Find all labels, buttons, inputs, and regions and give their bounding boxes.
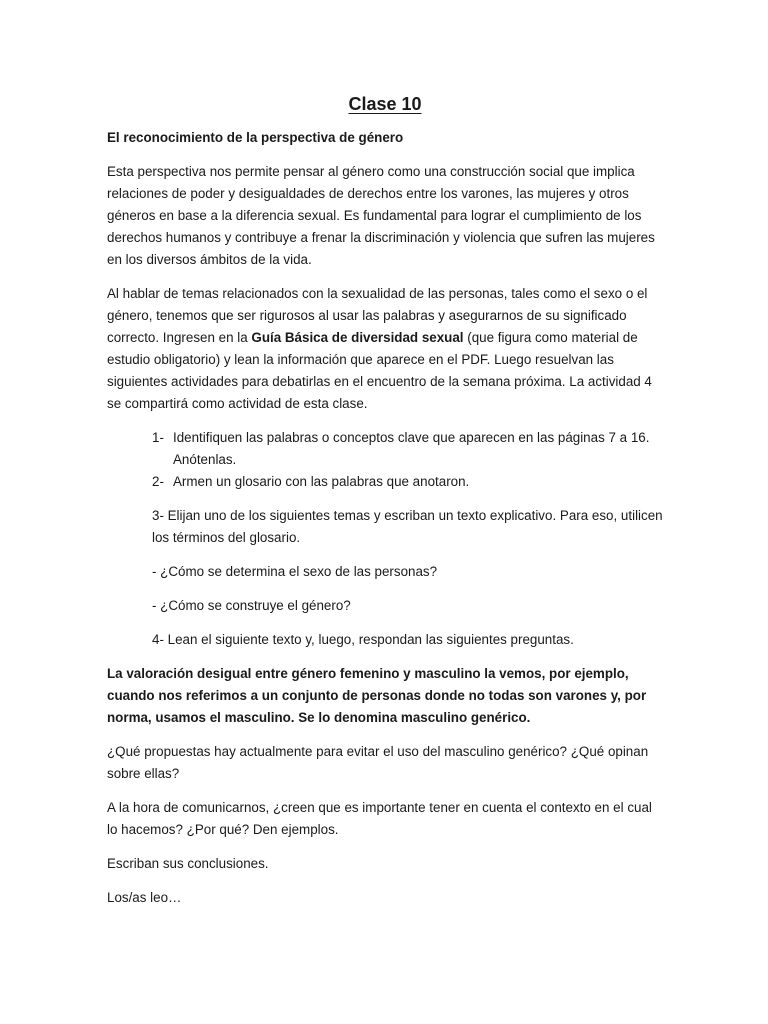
activity-4: 4- Lean el siguiente texto y, luego, respondan las siguientes preguntas. [152, 632, 574, 647]
section-heading: El reconocimiento de la perspectiva de género [107, 130, 404, 145]
instructions-paragraph [107, 283, 663, 415]
document-page [107, 92, 663, 921]
topic-question-1: - ¿Cómo se determina el sexo de las personas? [152, 564, 438, 579]
topic-question-2: - ¿Cómo se construye el género? [152, 598, 351, 613]
activity-3: 3- Elijan uno de los siguientes temas y escriban un texto explicativo. Para eso, utilicen los términos del glosario. [152, 508, 663, 545]
conclusion-instruction: Escriban sus conclusiones. [107, 856, 269, 871]
activities-list-block [107, 427, 663, 493]
intro-paragraph: Esta perspectiva nos permite pensar al género como una construcción social que implica relaciones de poder y desigualdades de derechos entre los varones, las mujeres y otros géneros en base a la diferencia sexual. Es fundamental para lograr el cumplimiento de los derechos humanos y contribuye a frenar la discriminación y violencia que sufren las mujeres en los diversos ámbitos de la vida. [107, 164, 655, 267]
activity-number: 2- [152, 474, 164, 489]
activity-text: Identifiquen las palabras o conceptos clave que aparecen en las páginas 7 a 16. Anótenlas. [173, 430, 650, 467]
activity-number: 1- [152, 430, 164, 445]
activities-list [152, 427, 663, 493]
activity-item-1 [152, 427, 663, 471]
page-title: Clase 10 [348, 94, 422, 114]
reading-text: La valoración desigual entre género femenino y masculino la vemos, por ejemplo, cuando nos referimos a un conjunto de personas donde no todas son varones y, por norma, usamos el masculino. Se lo denomina masculino genérico. [107, 666, 647, 725]
instructions-text-part1: Al hablar de temas relacionados con la sexualidad de las personas, tales como el sexo o el género, tenemos que ser rigurosos al usar las palabras y asegurarnos de su significado correcto. Ingresen en la [107, 286, 648, 345]
guide-title: Guía Básica de diversidad sexual [251, 330, 464, 345]
question-3: ¿Qué propuestas hay actualmente para evitar el uso del masculino genérico? ¿Qué opinan sobre ellas? [107, 744, 649, 781]
activity-text: Armen un glosario con las palabras que anotaron. [173, 474, 470, 489]
instructions-text-part2: (que figura como material de estudio obligatorio) y lean la información que aparece en el PDF. Luego resuelvan las siguientes actividades para debatirlas en el encuentro de la semana próxima. La actividad 4 se compartirá como actividad de esta clase. [107, 330, 652, 411]
closing-line: Los/as leo… [107, 890, 182, 905]
activity-item-2 [152, 471, 663, 493]
question-4: A la hora de comunicarnos, ¿creen que es importante tener en cuenta el contexto en el cual lo hacemos? ¿Por qué? Den ejemplos. [107, 800, 652, 837]
